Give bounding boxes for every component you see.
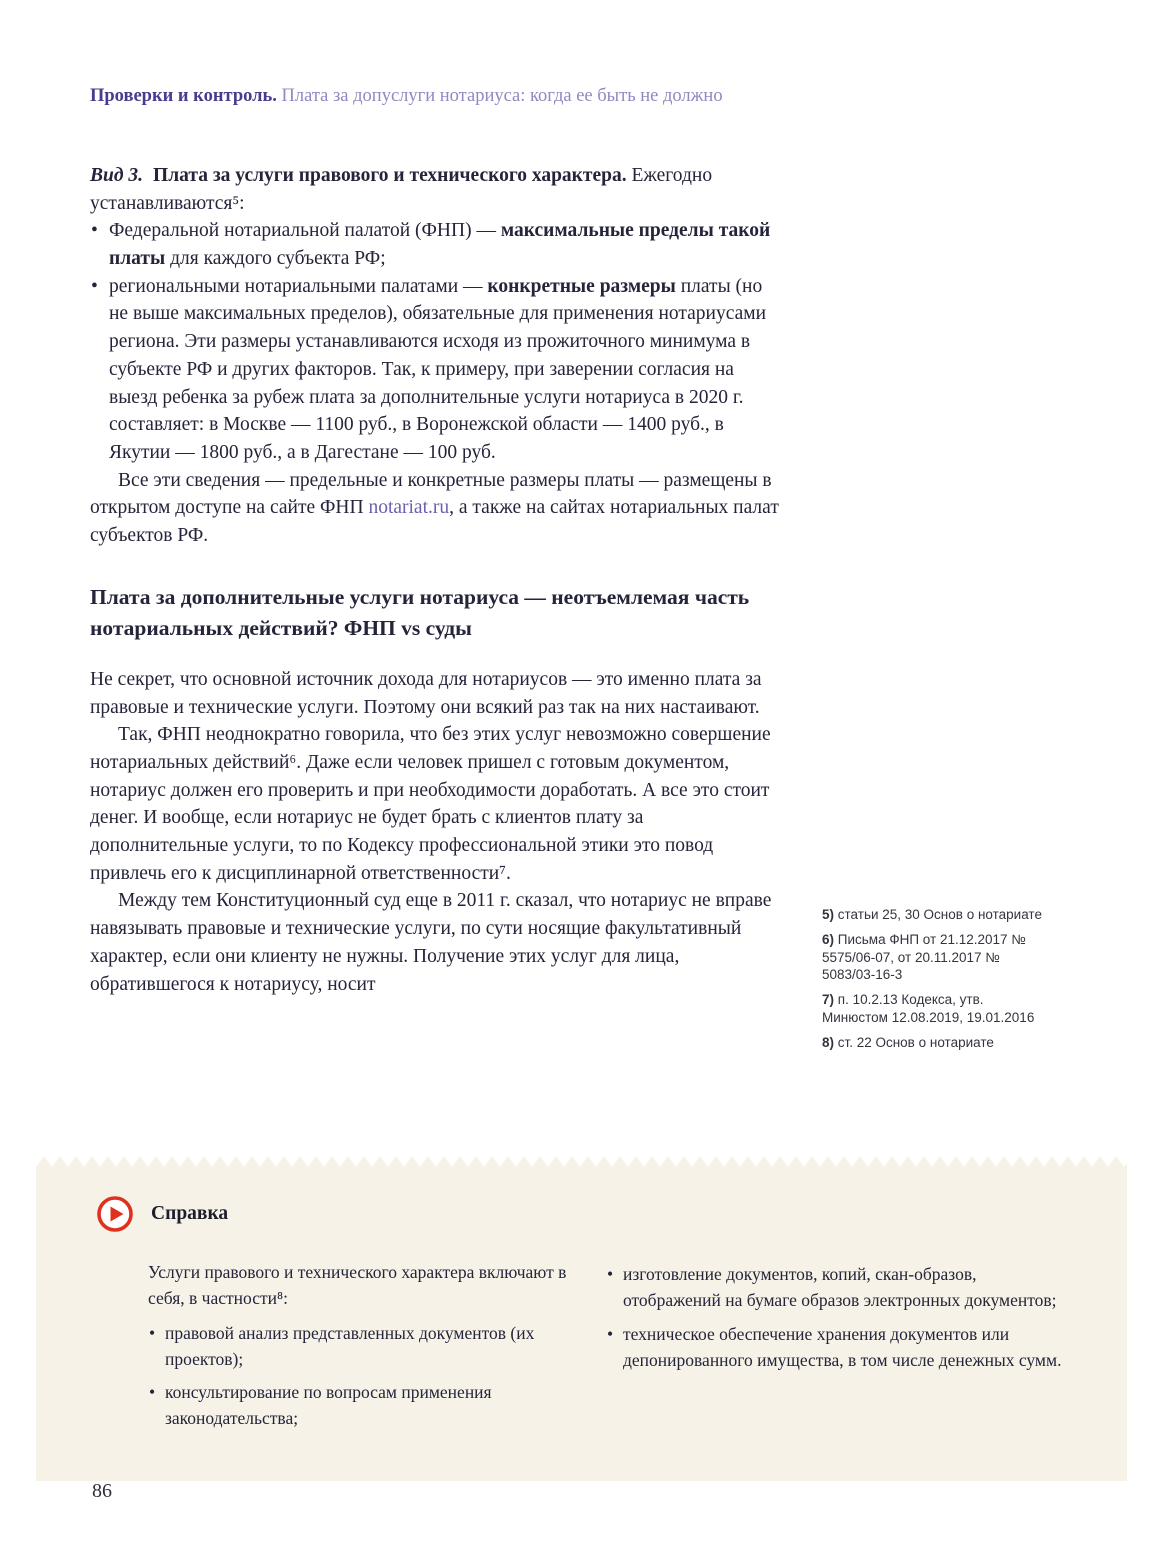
bullet-text-bold: максимальные пределы такой платы [109,220,771,270]
list-item [148,1379,588,1432]
bullet-text: региональными нотариальными палатами — [109,275,488,297]
list-item [606,1321,1071,1374]
reference-box-left-column [148,1259,588,1439]
paragraph-link [90,467,780,550]
bullet-list [606,1261,1071,1373]
footnote-text: Письма ФНП от 21.12.2017 № 5575/06-07, от 20.11.2017 № 5083/03-16-3 [822,931,1026,983]
notariat-link[interactable]: notariat.ru [368,497,450,519]
bullet-text: изготовление документов, копий, скан-образов, отображений на бумаге образов электронных документов; [623,1264,1057,1311]
paragraph: Так, ФНП неоднократно говорила, что без этих услуг невозможно совершение нотариальных действий⁶. Даже если человек пришел с готовым документом, нотариус должен его проверить и при необходимости доработать. А все это стоит денег. И вообще, если нотариус не будет брать с клиентов плату за дополнительные услуги, то по Кодексу профессиональной этики это повод привлечь его к дисциплинарной ответственности⁷. [90,724,771,884]
reference-box-intro: Услуги правового и технического характера включают в себя, в частности⁸: [148,1262,567,1309]
reference-box-title: Справка [151,1203,229,1224]
page-number: 86 [92,1480,112,1502]
reference-box-body [36,1167,1127,1481]
footnote-text: статьи 25, 30 Основ о нотариате [834,907,1042,922]
footnote-number: 5) [822,907,835,922]
paragraph: Не секрет, что основной источник дохода для нотариусов — это именно плата за правовые и технические услуги. Поэтому они всякий раз так на них настаивают. [90,668,762,718]
bullet-list [90,217,780,466]
bullet-text: Федеральной нотариальной палатой (ФНП) — [109,220,501,242]
list-item [90,273,780,467]
bullet-text: правовой анализ представленных документов (их проектов); [165,1322,535,1369]
paragraph-text: , а также на сайтах нотариальных палат субъектов РФ. [90,497,779,546]
header-section-label: Проверки и контроль. [90,86,277,106]
footnote-text: ст. 22 Основ о нотариате [834,1034,994,1050]
bullet-text: платы (но не выше максимальных пределов), обязательные для применения нотариусами региона. Эти размеры устанавливаются исходя из прожиточного минимума в субъекте РФ и других факторов. Так, к примеру, при заверении согласия на выезд ребенка за рубеж плата за дополнительные услуги нотариуса в 2020 г. составляет: в Москве — 1100 руб., в Воронежской области — 1400 руб., в Якутии — 1800 руб., а в Дагестане — 100 руб. [109,275,767,463]
footnote-number: 6) [822,931,835,947]
reference-box [36,1156,1127,1481]
reference-box-right-column [606,1259,1071,1439]
bullet-text: техническое обеспечение хранения документов или депонированного имущества, в том числе денежных сумм. [623,1323,1062,1370]
footnotes-column [822,906,1042,1059]
zigzag-edge [36,1156,1127,1167]
reference-box-columns [96,1259,1071,1439]
play-icon [96,1195,134,1233]
footnote [822,991,1042,1027]
paragraph-vid3 [90,162,780,217]
footnote-text: п. 10.2.13 Кодекса, утв. Минюстом 12.08.2019, 19.01.2016 [822,992,1035,1026]
bullet-list [148,1320,588,1432]
paragraph: Между тем Конституционный суд еще в 2011 г. сказал, что нотариус не вправе навязывать правовые и технические услуги, по сути носящие факультативный характер, если они клиенту не нужны. Получение этих услуг для лица, обратившегося к нотариусу, носит [90,890,772,995]
bullet-text-bold: конкретные размеры [487,275,676,297]
bullet-text: для каждого субъекта РФ; [165,248,386,270]
header-subtitle: Плата за допуслуги нотариуса: когда ее быть не должно [276,86,723,106]
bullet-text: консультирование по вопросам применения законодательства; [165,1382,492,1429]
running-header [90,84,1070,108]
list-item [148,1320,588,1373]
list-item [90,217,780,272]
section-heading: Плата за дополнительные услуги нотариуса — неотъемлемая часть нотариальных действий? ФНП vs суды [90,584,750,640]
vid3-intro: Ежегодно устанавливаются⁵: [90,165,713,214]
footnote-number: 7) [822,992,835,1008]
list-item [606,1261,1071,1314]
vid3-heading: Плата за услуги правового и технического характера. [153,165,627,186]
reference-box-header [96,1195,1071,1233]
footnote [822,1034,1042,1052]
footnote-number: 8) [822,1034,835,1050]
paragraph-text: Все эти сведения — предельные и конкретные размеры платы — размещены в открытом доступе на сайте ФНП [90,469,772,519]
vid3-label: Вид 3. [90,165,144,186]
article-body [90,162,780,998]
footnote [822,906,1042,924]
footnote [822,931,1042,984]
